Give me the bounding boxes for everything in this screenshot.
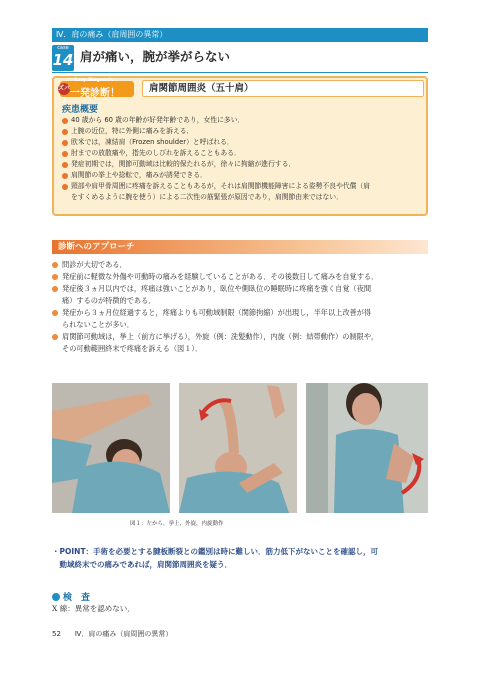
point-box bbox=[52, 545, 432, 571]
exam-text: X 線：異常を認めない． bbox=[52, 604, 135, 613]
photo-elevation bbox=[52, 383, 170, 513]
badge-label: 一発診断！ bbox=[70, 88, 120, 99]
list-item: 問診が大切である． bbox=[52, 259, 428, 271]
disease-overview-list bbox=[62, 115, 422, 203]
circle-marker-icon bbox=[52, 593, 60, 601]
point-line-1: ・POINT：手術を必要とする腱板断裂との鑑別は時に難しい．筋力低下がないことを確認し，可 bbox=[52, 547, 379, 556]
case-word: case bbox=[57, 45, 69, 51]
list-item: 肘までの放散痛や，指先のしびれを訴えることもある． bbox=[62, 148, 422, 159]
bullet-icon bbox=[62, 173, 68, 179]
list-item: 肩関節可動域は，挙上（前方に挙げる），外旋（例：洗髪動作），内旋（例：結帯動作）の制限や， bbox=[52, 331, 428, 343]
footer-section: Ⅳ．肩の痛み（肩周囲の異常） bbox=[74, 630, 173, 638]
exam-heading: 検 査 bbox=[52, 590, 90, 603]
list-item-continuation: その可動範囲終末で疼痛を訴える（図１）． bbox=[62, 344, 203, 353]
case-number: 14 bbox=[52, 51, 74, 69]
list-item: 発症初期では，関節可動域は比較的保たれるが，徐々に拘縮が進行する． bbox=[62, 159, 422, 170]
bullet-icon bbox=[52, 274, 58, 280]
list-item-continuation: 痛）するのが特徴的である． bbox=[62, 296, 156, 305]
diagnosis-title: 肩関節周囲炎（五十肩） bbox=[142, 80, 424, 97]
list-item: 40 歳から 60 歳の年齢が好発年齢であり，女性に多い． bbox=[62, 115, 422, 126]
bullet-icon bbox=[52, 310, 58, 316]
bullet-icon bbox=[62, 162, 68, 168]
bullet-icon bbox=[52, 262, 58, 268]
bullet-icon bbox=[62, 129, 68, 135]
list-item: 発症後３ヵ月以内では，疼痛は強いことがあり，臥位や側臥位の睡眠時に疼痛を強く自覚（夜間 bbox=[52, 283, 428, 295]
zubari-icon: ズバリ bbox=[58, 85, 71, 104]
bullet-icon bbox=[52, 286, 58, 292]
bullet-icon bbox=[62, 151, 68, 157]
list-item: 肩関節の挙上や捻転で，痛みが誘発できる． bbox=[62, 170, 422, 181]
figure-caption: 図１：左から，挙上，外旋，内旋動作 bbox=[130, 521, 224, 527]
disease-overview-label: 疾患概要 bbox=[62, 105, 99, 115]
figure-1-photos bbox=[52, 383, 428, 513]
case-badge bbox=[52, 45, 74, 71]
list-item: 発症前に軽微な外傷や可動時の痛みを経験していることがある．その後数日して痛みを自覚する． bbox=[52, 271, 428, 283]
approach-header: 診断へのアプローチ bbox=[52, 240, 428, 254]
photo-internal-rotation bbox=[306, 383, 428, 513]
bullet-icon bbox=[62, 118, 68, 124]
snap-diagnosis-box bbox=[52, 76, 428, 216]
approach-list bbox=[52, 259, 428, 355]
badge-subtitle: Snap Diagnosis bbox=[74, 78, 113, 83]
page-footer bbox=[52, 629, 172, 639]
list-item-continuation: られないことが多い． bbox=[62, 320, 134, 329]
title-divider bbox=[52, 72, 428, 73]
bullet-icon bbox=[62, 140, 68, 146]
list-item: 欧米では，凍結肩（Frozen shoulder）と呼ばれる． bbox=[62, 137, 422, 148]
list-item: 発症から３ヵ月位経過すると，疼痛よりも可動域制限（関節拘縮）が出現し，半年以上改善が得 bbox=[52, 307, 428, 319]
snap-diagnosis-badge bbox=[58, 78, 134, 104]
list-item: 頸部や肩甲骨周囲に疼痛を訴えることもあるが，それは肩関節機能障害による姿勢不良や代償（肩 bbox=[62, 181, 422, 192]
bullet-icon bbox=[52, 334, 58, 340]
bullet-icon bbox=[62, 184, 68, 190]
case-title: 肩が痛い，腕が挙がらない bbox=[80, 49, 231, 64]
point-line-2: 動域終末での痛みであれば，肩関節周囲炎を疑う． bbox=[52, 560, 232, 569]
list-item-continuation: をすくめるように腕を使う）による二次性の筋緊張が原因であり，肩関節由来ではない． bbox=[71, 193, 343, 201]
chapter-header: Ⅳ．肩の痛み（肩周囲の異常） bbox=[52, 28, 428, 42]
page-number: 52 bbox=[52, 630, 61, 638]
list-item: 上腕の近位，特に外側に痛みを訴える． bbox=[62, 126, 422, 137]
photo-external-rotation bbox=[179, 383, 297, 513]
